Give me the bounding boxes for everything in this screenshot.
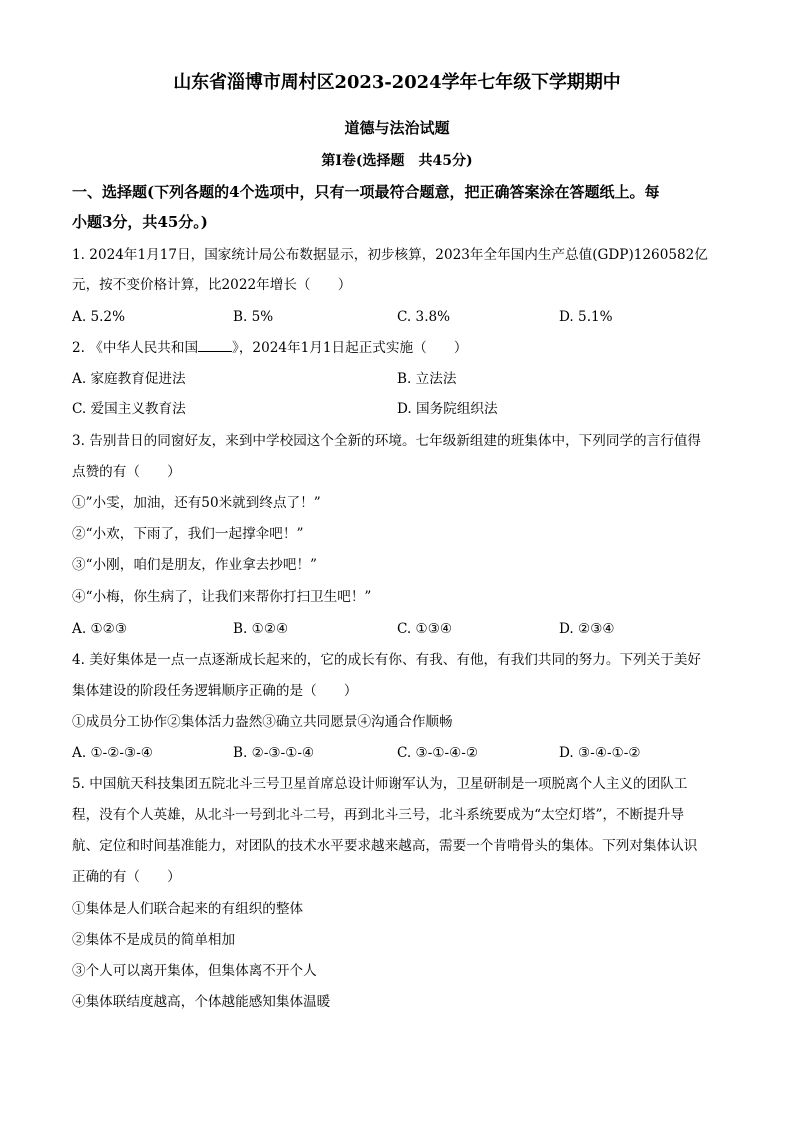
q3-stem-line2: 点赞的有（ ） [72,464,181,480]
q5-item-3: ③个人可以离开集体，但集体离不开个人 [72,963,317,979]
q4-stem-line2: 集体建设的阶段任务逻辑顺序正确的是（ ） [72,683,358,699]
q2-option-c: C. 爱国主义教育法 [72,401,186,417]
q4-option-b: B. ②-③-①-④ [233,745,315,761]
q2-option-a: A. 家庭教育促进法 [72,371,186,387]
q1-option-b: B. 5% [233,309,274,325]
q2-stem-before: 2. 《中华人民共和国 [72,340,199,356]
q1-option-a: A. 5.2% [72,309,125,325]
q3-option-c: C. ①③④ [397,621,453,637]
q5-item-1: ①集体是人们联合起来的有组织的整体 [72,901,304,917]
q3-option-d: D. ②③④ [559,621,615,637]
q4-stem-line1: 4. 美好集体是一点一点逐渐成长起来的，它的成长有你、有我、有他，有我们共同的努力。下列关于美好 [72,652,702,668]
q5-item-2: ②集体不是成员的简单相加 [72,932,236,948]
q1-stem-line1: 1. 2024年1月17日，国家统计局公布数据显示，初步核算，2023年全年国内生产总值(GDP)1260582亿 [72,247,708,263]
section-instruction-line1: 一、选择题(下列各题的4个选项中，只有一项最符合题意，把正确答案涂在答题纸上。每 [72,183,660,201]
section-instruction-line2: 小题3分，共45分。) [72,213,208,231]
exam-title: 山东省淄博市周村区2023-2024学年七年级下学期期中 [173,72,621,93]
part-heading: 第Ⅰ卷(选择题 共45分) [321,153,473,169]
q4-stem-line3: ①成员分工协作②集体活力盎然③确立共同愿景④沟通合作顺畅 [72,714,453,730]
q3-item-4: ④“小梅，你生病了，让我们来帮你打扫卫生吧！” [72,589,372,605]
q4-option-d: D. ③-④-①-② [559,745,641,761]
q3-item-2: ②“小欢，下雨了，我们一起撑伞吧！” [72,526,304,542]
q1-option-d: D. 5.1% [559,309,613,325]
q3-option-b: B. ①②④ [233,621,289,637]
q5-stem-line3: 航、定位和时间基准能力，对团队的技术水平要求越来越高，需要一个肯啃骨头的集体。下列对集体认识 [72,838,698,854]
q2-stem-after: 》，2024年1月1日起正式实施（ ） [232,340,468,356]
q3-option-a: A. ①②③ [72,621,128,637]
q1-stem-line2: 元，按不变价格计算，比2022年增长（ ） [72,277,352,293]
q2-option-b: B. 立法法 [397,371,457,387]
q4-option-c: C. ③-①-④-② [397,745,479,761]
q3-stem-line1: 3. 告别昔日的同窗好友，来到中学校园这个全新的环境。七年级新组建的班集体中，下列同学的言行值得 [72,433,702,449]
q5-item-4: ④集体联结度越高，个体越能感知集体温暖 [72,994,331,1010]
q4-option-a: A. ①-②-③-④ [72,745,153,761]
exam-subtitle: 道德与法治试题 [344,119,450,137]
q2-blank [198,339,232,352]
q1-option-c: C. 3.8% [397,309,451,325]
q5-stem-line2: 程，没有个人英雄，从北斗一号到北斗二号，再到北斗三号，北斗系统要成为“太空灯塔”，不断提升导 [72,807,685,823]
q2-option-d: D. 国务院组织法 [397,401,498,417]
q5-stem-line1: 5. 中国航天科技集团五院北斗三号卫星首席总设计师谢军认为，卫星研制是一项脱离个人主义的团队工 [72,776,688,792]
q3-item-3: ③“小刚，咱们是朋友，作业拿去抄吧！” [72,557,317,573]
q2-stem [72,339,467,357]
q5-stem-line4: 正确的有（ ） [72,869,181,885]
q3-item-1: ①”小雯，加油，还有50米就到终点了！” [72,495,321,511]
